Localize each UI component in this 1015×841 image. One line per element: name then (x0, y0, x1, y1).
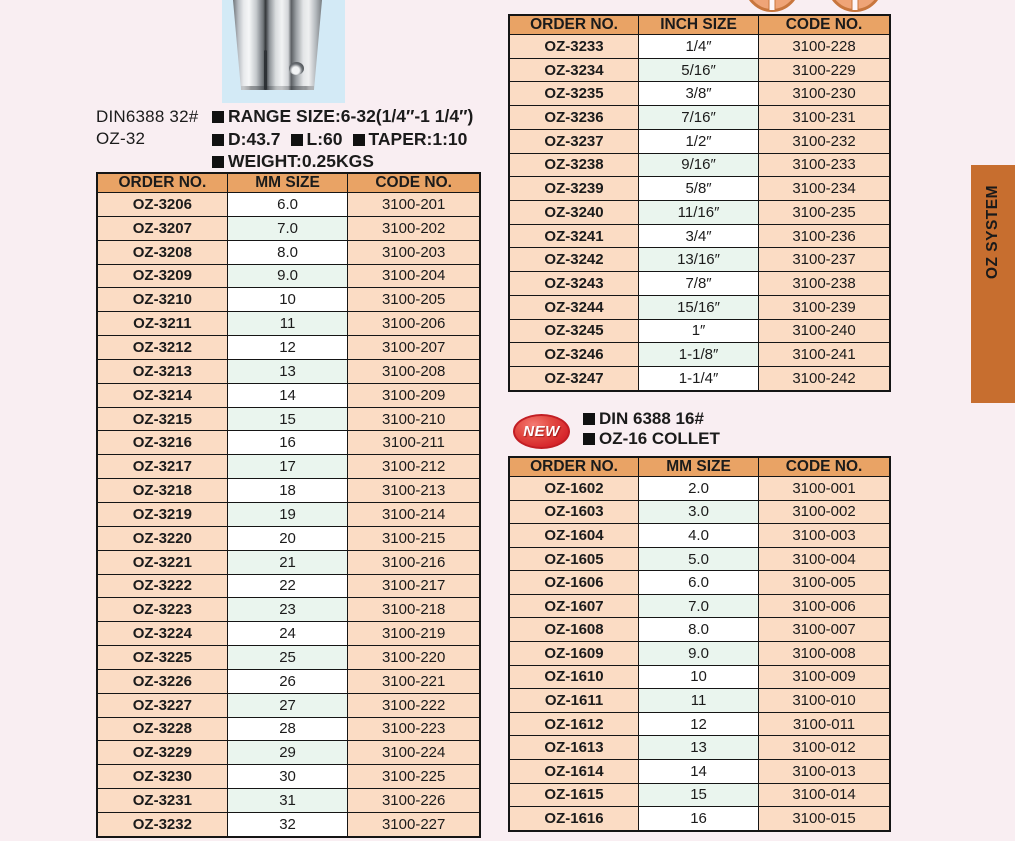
code-no-cell: 3100-007 (759, 618, 890, 642)
code-no-cell: 3100-232 (759, 129, 890, 153)
code-no-cell: 3100-005 (759, 571, 890, 595)
code-no-cell: 3100-011 (759, 712, 890, 736)
oz16-standard-text: DIN 6388 16# (599, 409, 704, 428)
code-no-cell: 3100-223 (348, 717, 480, 741)
order-no-cell: OZ-1602 (509, 477, 639, 501)
code-no-cell: 3100-014 (759, 783, 890, 807)
code-no-cell: 3100-010 (759, 689, 890, 713)
order-no-cell: OZ-3230 (97, 765, 227, 789)
table-row (509, 759, 890, 783)
code-no-cell: 3100-004 (759, 547, 890, 571)
order-no-cell: OZ-3238 (509, 153, 639, 177)
table-row (97, 359, 480, 383)
table-row (509, 82, 890, 106)
size-cell: 20 (227, 526, 348, 550)
square-bullet-icon (212, 111, 224, 123)
spec-line-dimensions (212, 128, 473, 151)
size-cell: 1″ (639, 319, 759, 343)
table-row (509, 807, 890, 831)
size-cell: 9.0 (227, 264, 348, 288)
order-no-cell: OZ-3240 (509, 201, 639, 225)
table-row (97, 646, 480, 670)
table-row (97, 550, 480, 574)
code-no-cell: 3100-219 (348, 622, 480, 646)
code-no-cell: 3100-227 (348, 812, 480, 837)
header-row (509, 15, 890, 35)
code-no-cell: 3100-213 (348, 479, 480, 503)
code-no-cell: 3100-229 (759, 58, 890, 82)
table-row (509, 35, 890, 59)
code-no-cell: 3100-225 (348, 765, 480, 789)
collet-slot-detail (264, 50, 267, 90)
table-row (509, 343, 890, 367)
size-cell: 5/16″ (639, 58, 759, 82)
code-no-cell: 3100-216 (348, 550, 480, 574)
table-row (509, 477, 890, 501)
spec-line-weight (212, 150, 473, 173)
code-no-cell: 3100-242 (759, 367, 890, 391)
order-no-cell: OZ-3232 (97, 812, 227, 837)
column-header: INCH SIZE (639, 15, 759, 35)
order-no-cell: OZ-3216 (97, 431, 227, 455)
table-row (97, 240, 480, 264)
order-no-cell: OZ-3239 (509, 177, 639, 201)
table-row (509, 201, 890, 225)
table-row (509, 547, 890, 571)
header-row (509, 457, 890, 477)
table-row (509, 106, 890, 130)
order-no-cell: OZ-3224 (97, 622, 227, 646)
column-header: MM SIZE (227, 173, 348, 193)
table-row (97, 789, 480, 813)
size-cell: 7.0 (639, 594, 759, 618)
spec-block (212, 105, 473, 173)
order-no-cell: OZ-1613 (509, 736, 639, 760)
spec-taper-text: TAPER:1:10 (368, 128, 468, 149)
table-row (97, 193, 480, 217)
code-no-cell: 3100-006 (759, 594, 890, 618)
size-cell: 29 (227, 741, 348, 765)
order-no-cell: OZ-3228 (97, 717, 227, 741)
size-cell: 7.0 (227, 216, 348, 240)
table-row (509, 177, 890, 201)
size-cell: 3/8″ (639, 82, 759, 106)
size-cell: 14 (639, 759, 759, 783)
order-no-cell: OZ-1610 (509, 665, 639, 689)
size-cell: 11 (639, 689, 759, 713)
side-tab-label: OZ SYSTEM (984, 184, 1001, 280)
table-row (97, 288, 480, 312)
table-row (97, 479, 480, 503)
model-standard: DIN6388 32# (96, 107, 199, 126)
code-no-cell: 3100-206 (348, 312, 480, 336)
order-no-cell: OZ-1605 (509, 547, 639, 571)
collet-hole-detail (289, 62, 304, 75)
code-no-cell: 3100-220 (348, 646, 480, 670)
order-no-cell: OZ-3207 (97, 216, 227, 240)
code-no-cell: 3100-233 (759, 153, 890, 177)
header-row (97, 173, 480, 193)
size-cell: 5/8″ (639, 177, 759, 201)
order-no-cell: OZ-3246 (509, 343, 639, 367)
order-no-cell: OZ-3214 (97, 383, 227, 407)
table-row (509, 571, 890, 595)
table-row (509, 295, 890, 319)
table-row (97, 574, 480, 598)
code-no-cell: 3100-204 (348, 264, 480, 288)
code-no-cell: 3100-207 (348, 336, 480, 360)
code-no-cell: 3100-240 (759, 319, 890, 343)
size-cell: 3/4″ (639, 224, 759, 248)
order-no-cell: OZ-1616 (509, 807, 639, 831)
table-row (97, 693, 480, 717)
table-row (509, 736, 890, 760)
size-cell: 15 (227, 407, 348, 431)
size-cell: 15 (639, 783, 759, 807)
order-no-cell: OZ-3210 (97, 288, 227, 312)
spec-l-text: L:60 (306, 128, 343, 149)
table-row (509, 367, 890, 391)
order-no-cell: OZ-1606 (509, 571, 639, 595)
new-badge: NEW (513, 414, 570, 449)
size-cell: 14 (227, 383, 348, 407)
code-no-cell: 3100-214 (348, 502, 480, 526)
square-bullet-icon (212, 134, 224, 146)
size-cell: 17 (227, 455, 348, 479)
code-no-cell: 3100-234 (759, 177, 890, 201)
code-no-cell: 3100-208 (348, 359, 480, 383)
collet-product-photo (222, 0, 345, 103)
order-no-cell: OZ-3244 (509, 295, 639, 319)
code-no-cell: 3100-008 (759, 642, 890, 666)
oz16-mm-size-table (508, 456, 891, 832)
order-no-cell: OZ-1608 (509, 618, 639, 642)
square-bullet-icon (291, 134, 303, 146)
size-cell: 7/8″ (639, 272, 759, 296)
code-no-cell: 3100-222 (348, 693, 480, 717)
table-row (97, 383, 480, 407)
column-header: MM SIZE (639, 457, 759, 477)
order-no-cell: OZ-3245 (509, 319, 639, 343)
oz16-name-text: OZ-16 COLLET (599, 428, 720, 448)
order-no-cell: OZ-3247 (509, 367, 639, 391)
size-cell: 11/16″ (639, 201, 759, 225)
order-no-cell: OZ-3211 (97, 312, 227, 336)
size-cell: 27 (227, 693, 348, 717)
size-cell: 28 (227, 717, 348, 741)
size-cell: 9/16″ (639, 153, 759, 177)
code-no-cell: 3100-238 (759, 272, 890, 296)
table-row (509, 129, 890, 153)
order-no-cell: OZ-3219 (97, 502, 227, 526)
spec-d-text: D:43.7 (228, 128, 281, 149)
table-row (97, 312, 480, 336)
table-row (509, 618, 890, 642)
size-cell: 10 (227, 288, 348, 312)
order-no-cell: OZ-3235 (509, 82, 639, 106)
size-cell: 25 (227, 646, 348, 670)
table-row (509, 224, 890, 248)
size-cell: 19 (227, 502, 348, 526)
table-row (509, 500, 890, 524)
table-row (97, 455, 480, 479)
code-no-cell: 3100-013 (759, 759, 890, 783)
collet-ring-diagram-icon (744, 0, 800, 12)
code-no-cell: 3100-203 (348, 240, 480, 264)
order-no-cell: OZ-1614 (509, 759, 639, 783)
size-cell: 22 (227, 574, 348, 598)
order-no-cell: OZ-3225 (97, 646, 227, 670)
size-cell: 18 (227, 479, 348, 503)
spec-line-range (212, 105, 473, 128)
code-no-cell: 3100-221 (348, 669, 480, 693)
order-no-cell: OZ-3233 (509, 35, 639, 59)
order-no-cell: OZ-3217 (97, 455, 227, 479)
size-cell: 26 (227, 669, 348, 693)
order-no-cell: OZ-1609 (509, 642, 639, 666)
size-cell: 10 (639, 665, 759, 689)
square-bullet-icon (583, 433, 595, 445)
code-no-cell: 3100-235 (759, 201, 890, 225)
order-no-cell: OZ-3212 (97, 336, 227, 360)
size-cell: 6.0 (227, 193, 348, 217)
oz16-heading-standard (583, 409, 720, 429)
order-no-cell: OZ-1604 (509, 524, 639, 548)
order-no-cell: OZ-3229 (97, 741, 227, 765)
code-no-cell: 3100-212 (348, 455, 480, 479)
code-no-cell: 3100-215 (348, 526, 480, 550)
code-no-cell: 3100-210 (348, 407, 480, 431)
order-no-cell: OZ-3215 (97, 407, 227, 431)
order-no-cell: OZ-1611 (509, 689, 639, 713)
order-no-cell: OZ-3237 (509, 129, 639, 153)
table-row (97, 741, 480, 765)
collet-edge-shadow (233, 86, 322, 90)
size-cell: 3.0 (639, 500, 759, 524)
size-cell: 11 (227, 312, 348, 336)
model-number: OZ-32 (96, 129, 146, 148)
code-no-cell: 3100-231 (759, 106, 890, 130)
code-no-cell: 3100-236 (759, 224, 890, 248)
order-no-cell: OZ-3220 (97, 526, 227, 550)
order-no-cell: OZ-3209 (97, 264, 227, 288)
table-row (509, 783, 890, 807)
size-cell: 13 (227, 359, 348, 383)
order-no-cell: OZ-3223 (97, 598, 227, 622)
size-cell: 31 (227, 789, 348, 813)
size-cell: 23 (227, 598, 348, 622)
size-cell: 7/16″ (639, 106, 759, 130)
code-no-cell: 3100-012 (759, 736, 890, 760)
table-row (97, 622, 480, 646)
column-header: ORDER NO. (509, 15, 639, 35)
code-no-cell: 3100-201 (348, 193, 480, 217)
table-row (509, 319, 890, 343)
ring-slot (769, 0, 776, 10)
square-bullet-icon (353, 134, 365, 146)
code-no-cell: 3100-237 (759, 248, 890, 272)
order-no-cell: OZ-3213 (97, 359, 227, 383)
code-no-cell: 3100-224 (348, 741, 480, 765)
table-row (509, 642, 890, 666)
size-cell: 13 (639, 736, 759, 760)
collet-image (233, 0, 322, 90)
order-no-cell: OZ-1603 (509, 500, 639, 524)
table-row (97, 216, 480, 240)
code-no-cell: 3100-002 (759, 500, 890, 524)
table-row (97, 502, 480, 526)
size-cell: 6.0 (639, 571, 759, 595)
code-no-cell: 3100-217 (348, 574, 480, 598)
column-header: ORDER NO. (509, 457, 639, 477)
column-header: CODE NO. (759, 457, 890, 477)
size-cell: 12 (227, 336, 348, 360)
oz32-inch-size-table (508, 14, 891, 392)
table-row (97, 526, 480, 550)
table-row (509, 665, 890, 689)
oz16-heading-block (583, 409, 720, 448)
table-row (97, 812, 480, 837)
code-no-cell: 3100-211 (348, 431, 480, 455)
order-no-cell: OZ-3242 (509, 248, 639, 272)
oz32-mm-size-table (96, 172, 481, 838)
code-no-cell: 3100-230 (759, 82, 890, 106)
column-header: CODE NO. (759, 15, 890, 35)
table-row (509, 153, 890, 177)
order-no-cell: OZ-1612 (509, 712, 639, 736)
code-no-cell: 3100-209 (348, 383, 480, 407)
order-no-cell: OZ-3206 (97, 193, 227, 217)
order-no-cell: OZ-3234 (509, 58, 639, 82)
size-cell: 21 (227, 550, 348, 574)
size-cell: 13/16″ (639, 248, 759, 272)
table-row (97, 431, 480, 455)
code-no-cell: 3100-218 (348, 598, 480, 622)
size-cell: 2.0 (639, 477, 759, 501)
ring-slot (852, 0, 859, 10)
code-no-cell: 3100-009 (759, 665, 890, 689)
code-no-cell: 3100-241 (759, 343, 890, 367)
order-no-cell: OZ-3236 (509, 106, 639, 130)
size-cell: 8.0 (639, 618, 759, 642)
table-row (97, 407, 480, 431)
order-no-cell: OZ-1607 (509, 594, 639, 618)
order-no-cell: OZ-3226 (97, 669, 227, 693)
table-row (509, 712, 890, 736)
size-cell: 15/16″ (639, 295, 759, 319)
size-cell: 12 (639, 712, 759, 736)
order-no-cell: OZ-3218 (97, 479, 227, 503)
oz16-heading-name (583, 429, 720, 449)
order-no-cell: OZ-3231 (97, 789, 227, 813)
table-row (97, 264, 480, 288)
order-no-cell: OZ-1615 (509, 783, 639, 807)
column-header: ORDER NO. (97, 173, 227, 193)
code-no-cell: 3100-239 (759, 295, 890, 319)
table-row (509, 272, 890, 296)
table-row (509, 524, 890, 548)
table-row (97, 669, 480, 693)
table-row (509, 248, 890, 272)
order-no-cell: OZ-3227 (97, 693, 227, 717)
order-no-cell: OZ-3222 (97, 574, 227, 598)
table-row (509, 689, 890, 713)
collet-ring-diagram-icon (827, 0, 883, 12)
spec-weight-text: WEIGHT:0.25KGS (228, 151, 374, 171)
table-row (509, 58, 890, 82)
size-cell: 1-1/8″ (639, 343, 759, 367)
size-cell: 16 (639, 807, 759, 831)
size-cell: 30 (227, 765, 348, 789)
code-no-cell: 3100-003 (759, 524, 890, 548)
square-bullet-icon (212, 156, 224, 168)
table-row (97, 717, 480, 741)
size-cell: 16 (227, 431, 348, 455)
size-cell: 24 (227, 622, 348, 646)
code-no-cell: 3100-015 (759, 807, 890, 831)
square-bullet-icon (583, 413, 595, 425)
model-label-block (96, 106, 198, 150)
table-row (97, 336, 480, 360)
order-no-cell: OZ-3208 (97, 240, 227, 264)
code-no-cell: 3100-202 (348, 216, 480, 240)
size-cell: 5.0 (639, 547, 759, 571)
size-cell: 8.0 (227, 240, 348, 264)
spec-range-text: RANGE SIZE:6-32(1/4″-1 1/4″) (228, 106, 474, 126)
table-row (97, 765, 480, 789)
code-no-cell: 3100-226 (348, 789, 480, 813)
code-no-cell: 3100-001 (759, 477, 890, 501)
code-no-cell: 3100-205 (348, 288, 480, 312)
table-row (97, 598, 480, 622)
order-no-cell: OZ-3221 (97, 550, 227, 574)
oz-system-side-tab (971, 165, 1015, 403)
size-cell: 1/2″ (639, 129, 759, 153)
order-no-cell: OZ-3243 (509, 272, 639, 296)
size-cell: 1-1/4″ (639, 367, 759, 391)
size-cell: 4.0 (639, 524, 759, 548)
column-header: CODE NO. (348, 173, 480, 193)
order-no-cell: OZ-3241 (509, 224, 639, 248)
table-row (509, 594, 890, 618)
code-no-cell: 3100-228 (759, 35, 890, 59)
size-cell: 9.0 (639, 642, 759, 666)
size-cell: 32 (227, 812, 348, 837)
size-cell: 1/4″ (639, 35, 759, 59)
